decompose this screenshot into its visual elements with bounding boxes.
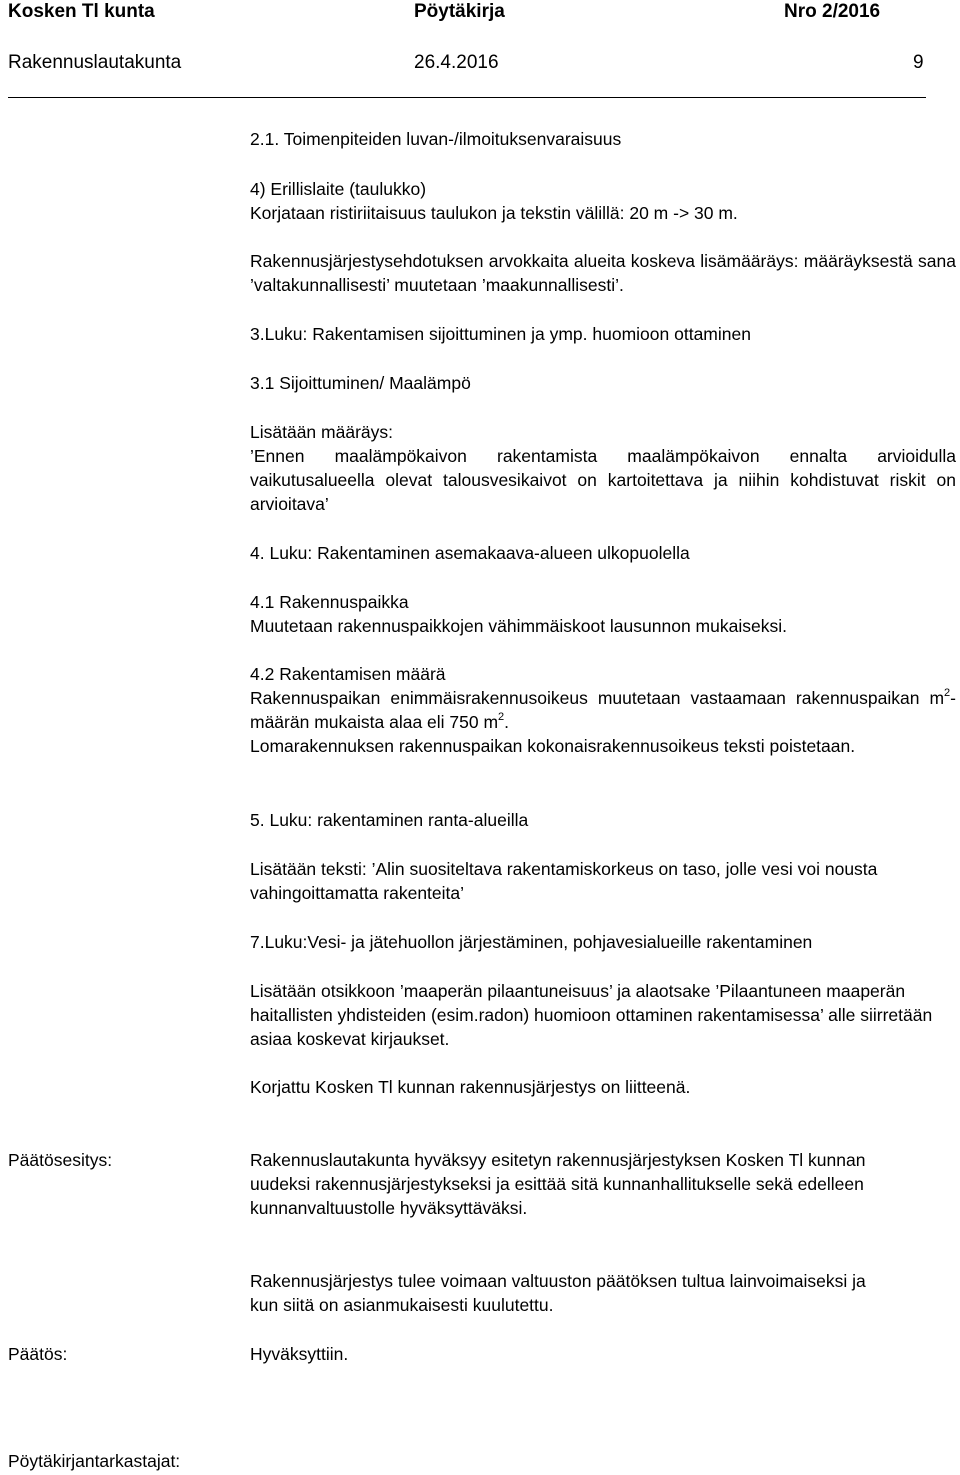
chapter-5-text: Lisätään teksti: ’Alin suositeltava rakentamiskorkeus on taso, jolle vesi voi nousta vahingoittamatta rakenteita’ bbox=[250, 859, 878, 903]
section-4-2-title: 4.2 Rakentamisen määrä bbox=[250, 664, 446, 684]
municipality-name: Kosken Tl kunta bbox=[8, 1, 155, 22]
valuable-areas-paragraph bbox=[250, 249, 956, 297]
document-type: Pöytäkirja bbox=[414, 1, 505, 22]
chapter-7-body bbox=[250, 979, 956, 1051]
section-3-1-body bbox=[250, 420, 956, 516]
chapter-7-title: 7.Luku:Vesi- ja jätehuollon järjestäminen, pohjavesialueille rakentaminen bbox=[250, 932, 813, 952]
section-3-1-text: ’Ennen maalämpökaivon rakentamista maalämpökaivon ennalta arvioidulla vaikutusalueella olevat talousvesikaivot on kartoitettava ja niihin kohdistuvat riskit on arvioitava’ bbox=[250, 446, 956, 514]
reviewers-label: Pöytäkirjantarkastajat: bbox=[8, 1451, 181, 1471]
section-2-1-title: 2.1. Toimenpiteiden luvan-/ilmoituksenvaraisuus bbox=[250, 129, 622, 149]
section-2-1-item bbox=[250, 177, 956, 225]
meeting-date: 26.4.2016 bbox=[414, 52, 499, 73]
proposal-body bbox=[250, 1148, 870, 1220]
chapter-3 bbox=[250, 322, 956, 346]
corrected-note bbox=[250, 1075, 956, 1099]
corrected-note-text: Korjattu Kosken Tl kunnan rakennusjärjestys on liitteenä. bbox=[250, 1077, 691, 1097]
section-3-1 bbox=[250, 371, 956, 395]
superscript-2a: 2 bbox=[944, 687, 951, 700]
board-name: Rakennuslautakunta bbox=[8, 52, 182, 73]
proposal-text-1: Rakennuslautakunta hyväksyy esitetyn rakennusjärjestyksen Kosken Tl kunnan uudeksi rakennusjärjestykseksi ja esittää sitä kunnanhallitukselle sekä edelleen kunnanvaltuustolle hyväksyttäväksi. bbox=[250, 1150, 866, 1218]
chapter-5 bbox=[250, 808, 956, 832]
decision-label: Päätös: bbox=[8, 1344, 68, 1364]
header-divider bbox=[8, 97, 926, 98]
section-2-1 bbox=[250, 127, 956, 151]
section-2-1-item-title: 4) Erillislaite (taulukko) bbox=[250, 179, 427, 199]
proposal-body-2 bbox=[250, 1269, 870, 1317]
section-4-1 bbox=[250, 590, 956, 638]
section-4-2-text2: Lomarakennuksen rakennuspaikan kokonaisrakennusoikeus teksti poistetaan. bbox=[250, 736, 856, 756]
decision-body bbox=[250, 1342, 956, 1366]
proposal-text-2: Rakennusjärjestys tulee voimaan valtuuston päätöksen tultua lainvoimaiseksi ja kun siitä on asianmukaisesti kuulutettu. bbox=[250, 1271, 866, 1315]
section-4-2-text bbox=[250, 686, 956, 734]
superscript-2b: 2 bbox=[498, 711, 505, 724]
valuable-areas-text: Rakennusjärjestysehdotuksen arvokkaita alueita koskeva lisämääräys: määräyksestä sana ’valtakunnallisesti’ muutetaan ’maakunnallisesti’. bbox=[250, 251, 956, 295]
section-4-2-text-b: -määrän mukaista alaa eli 750 m bbox=[250, 688, 956, 732]
section-4-2-text-c: . bbox=[504, 712, 510, 732]
proposal-label: Päätösesitys: bbox=[8, 1150, 113, 1170]
chapter-4 bbox=[250, 541, 956, 565]
decision-text: Hyväksyttiin. bbox=[250, 1344, 349, 1364]
section-4-1-title: 4.1 Rakennuspaikka bbox=[250, 592, 409, 612]
section-3-1-intro: Lisätään määräys: bbox=[250, 422, 393, 442]
chapter-5-title: 5. Luku: rakentaminen ranta-alueilla bbox=[250, 810, 529, 830]
page-number: 9 bbox=[913, 52, 924, 73]
chapter-5-body bbox=[250, 857, 956, 905]
chapter-7-text: Lisätään otsikkoon ’maaperän pilaantuneisuus’ ja alaotsake ’Pilaantuneen maaperän haitallisten yhdisteiden (esim.radon) huomioon ottaminen rakentamisessa’ alle siirretään asiaa koskevat kirjaukset. bbox=[250, 981, 933, 1049]
chapter-4-title: 4. Luku: Rakentaminen asemakaava-alueen ulkopuolella bbox=[250, 543, 690, 563]
chapter-7 bbox=[250, 930, 956, 954]
section-4-2 bbox=[250, 662, 956, 758]
chapter-3-title: 3.Luku: Rakentamisen sijoittuminen ja ymp. huomioon ottaminen bbox=[250, 324, 751, 344]
document-number: Nro 2/2016 bbox=[784, 1, 881, 22]
section-2-1-item-text: Korjataan ristiriitaisuus taulukon ja tekstin välillä: 20 m -> 30 m. bbox=[250, 203, 738, 223]
section-4-2-text-a: Rakennuspaikan enimmäisrakennusoikeus muutetaan vastaamaan rakennuspaikan m bbox=[250, 688, 945, 708]
section-3-1-title: 3.1 Sijoittuminen/ Maalämpö bbox=[250, 373, 471, 393]
section-4-1-text: Muutetaan rakennuspaikkojen vähimmäiskoot lausunnon mukaiseksi. bbox=[250, 616, 787, 636]
